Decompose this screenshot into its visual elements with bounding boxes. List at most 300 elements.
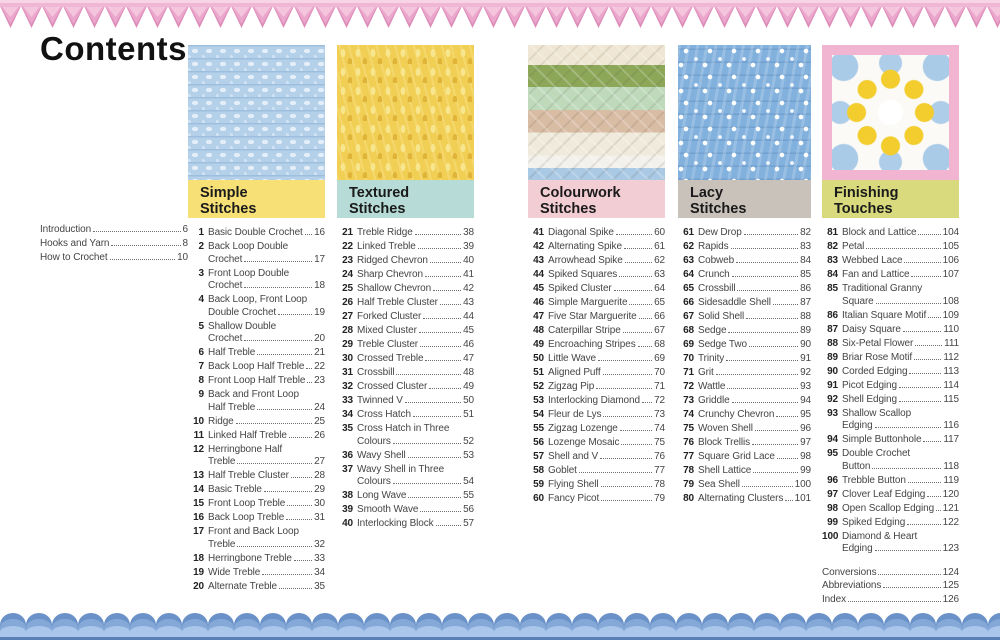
toc-entry <box>528 479 665 492</box>
entry-title: Wattle <box>698 381 726 392</box>
entry-page-number: 47 <box>463 353 474 364</box>
entry-title: Alternate Treble <box>208 580 277 592</box>
entry-body <box>842 448 959 473</box>
entry-number: 29 <box>342 339 353 350</box>
entry-page-number: 32 <box>314 538 325 550</box>
entry-number: 49 <box>533 339 544 350</box>
entry-page-number: 53 <box>463 449 474 461</box>
dotted-leader <box>752 444 798 445</box>
dotted-leader <box>624 248 652 249</box>
entry-body <box>208 512 325 525</box>
section-column-finishing-touches <box>822 45 959 607</box>
dotted-leader <box>420 346 461 347</box>
toc-entry <box>188 294 325 319</box>
entry-body <box>698 227 811 240</box>
toc-entry <box>188 484 325 497</box>
entry-page-number: 107 <box>942 269 959 280</box>
entry-number: 11 <box>193 429 204 441</box>
dotted-leader <box>393 443 461 444</box>
dotted-leader <box>262 574 312 575</box>
section-title-line: Stitches <box>349 201 406 217</box>
entry-title: Webbed Lace <box>842 255 903 266</box>
entry-title: Simple Marguerite <box>548 297 628 308</box>
dotted-leader <box>420 511 461 512</box>
entry-number: 35 <box>342 423 353 434</box>
entry-title: Front and Back Loop <box>208 526 299 537</box>
entry-body <box>357 423 474 448</box>
entry-page-number: 75 <box>654 437 665 448</box>
entry-body <box>698 339 811 352</box>
entry-body <box>698 283 811 296</box>
entry-page-number: 120 <box>942 488 959 500</box>
entry-body <box>357 353 474 366</box>
entry-page-number: 42 <box>463 283 474 294</box>
entry-body <box>357 269 474 282</box>
toc-entry <box>678 241 811 254</box>
entry-number: 32 <box>342 381 353 392</box>
entry-body <box>698 269 811 282</box>
entry-body <box>842 269 959 282</box>
entry-title: Back Loop, Front Loop <box>208 294 308 305</box>
entry-page-number: 22 <box>314 361 325 372</box>
dotted-leader <box>237 546 312 547</box>
entry-number: 27 <box>342 311 353 322</box>
toc-entry <box>822 434 959 447</box>
toc-entry <box>337 395 474 408</box>
entry-body <box>548 241 665 254</box>
entry-body <box>208 430 325 443</box>
entry-page-number: 10 <box>177 252 188 263</box>
entry-body <box>698 297 811 310</box>
entry-page-number: 77 <box>654 465 665 476</box>
entry-body <box>548 381 665 394</box>
dotted-leader <box>716 374 798 375</box>
entry-page-number: 101 <box>794 493 811 504</box>
dotted-leader <box>278 314 312 315</box>
entry-page-number: 106 <box>942 255 959 266</box>
toc-entry <box>337 311 474 324</box>
dotted-leader <box>305 234 312 235</box>
entry-body <box>208 347 325 360</box>
entry-page-number: 124 <box>942 566 959 578</box>
dotted-leader <box>433 290 461 291</box>
toc-entry <box>678 353 811 366</box>
section-title-line: Stitches <box>200 201 257 217</box>
entry-body <box>208 389 325 414</box>
entry-number: 94 <box>827 434 838 445</box>
toc-entry <box>528 409 665 422</box>
entry-number: 38 <box>342 490 353 501</box>
entry-body <box>698 437 811 450</box>
entry-title: Arrowhead Spike <box>548 255 623 266</box>
toc-entry <box>678 493 811 506</box>
dotted-leader <box>291 477 312 478</box>
entry-title-wrap: Edging <box>842 543 873 554</box>
entry-body <box>208 375 325 388</box>
entry-body <box>208 294 325 319</box>
entry-page-number: 74 <box>654 423 665 434</box>
toc-entry <box>528 241 665 254</box>
dotted-leader <box>600 458 652 459</box>
toc-entry <box>528 437 665 450</box>
entry-page-number: 93 <box>800 381 811 392</box>
entry-title: Interlocking Block <box>357 518 434 529</box>
entry-title: Back and Front Loop <box>208 389 299 400</box>
entry-number: 68 <box>683 325 694 336</box>
entry-number: 2 <box>198 241 204 252</box>
entry-page-number: 62 <box>654 255 665 266</box>
entry-page-number: 82 <box>800 227 811 238</box>
dotted-leader <box>914 359 941 360</box>
dotted-leader <box>423 318 461 319</box>
dotted-leader <box>257 409 312 410</box>
dotted-leader <box>614 290 652 291</box>
entry-number: 16 <box>193 512 204 523</box>
dotted-leader <box>785 500 792 501</box>
swatch-image-finishing-touches <box>822 45 959 180</box>
section-title-line: Finishing <box>834 185 899 201</box>
entry-title: Hooks and Yarn <box>40 238 110 249</box>
entry-title: Trinity <box>698 353 725 364</box>
entry-page-number: 31 <box>314 512 325 523</box>
dotted-leader <box>429 388 461 389</box>
entry-page-number: 110 <box>943 323 959 335</box>
entry-page-number: 16 <box>314 227 325 238</box>
entry-body <box>698 479 811 492</box>
toc-entry <box>188 268 325 293</box>
entry-title: Basic Treble <box>208 484 262 495</box>
dotted-leader <box>603 374 653 375</box>
entry-title: Smooth Wave <box>357 504 419 515</box>
entry-page-number: 56 <box>463 504 474 515</box>
entry-number: 64 <box>683 269 694 280</box>
entry-body <box>40 238 188 251</box>
entry-body <box>548 493 665 506</box>
entry-title: Cross Hatch <box>357 409 411 420</box>
entry-title: Wide Treble <box>208 566 261 578</box>
toc-entry <box>678 409 811 422</box>
entry-body <box>842 503 959 516</box>
entry-page-number: 122 <box>942 516 959 528</box>
entry-number: 93 <box>827 407 838 419</box>
entry-title: Front Loop Half Treble <box>208 375 306 386</box>
toc-entry <box>40 252 188 265</box>
swatch-image-simple-stitches <box>188 45 325 180</box>
dotted-leader <box>915 345 942 346</box>
entry-title: Conversions <box>822 566 877 578</box>
toc-entry <box>188 498 325 511</box>
entry-title: Little Wave <box>548 353 596 364</box>
entry-body <box>208 321 325 346</box>
entry-body <box>698 353 811 366</box>
entry-title: Dew Drop <box>698 227 742 238</box>
entry-number: 31 <box>342 367 353 378</box>
entry-title: Rapids <box>698 241 729 252</box>
entry-title-wrap: Half Treble <box>208 401 256 413</box>
entry-body <box>842 380 959 393</box>
entry-page-number: 86 <box>800 283 811 294</box>
entry-number: 10 <box>193 415 204 427</box>
entry-number: 26 <box>342 297 353 308</box>
entry-body <box>842 283 959 308</box>
entry-body <box>842 366 959 379</box>
entry-body <box>357 283 474 296</box>
entry-title: Treble Cluster <box>357 339 419 350</box>
entry-body <box>842 227 959 240</box>
toc-entry <box>822 503 959 516</box>
toc-entry <box>337 227 474 240</box>
entry-page-number: 34 <box>314 566 325 578</box>
toc-list-simple-stitches <box>188 227 325 593</box>
entry-title-wrap: Colours <box>357 476 391 487</box>
entry-page-number: 104 <box>942 227 959 238</box>
dotted-leader <box>728 332 798 333</box>
entry-title: Aligned Puff <box>548 367 601 378</box>
entry-number: 75 <box>683 423 694 434</box>
entry-body <box>208 526 325 551</box>
dotted-leader <box>603 416 652 417</box>
entry-number: 34 <box>342 409 353 420</box>
entry-title: Herringbone Treble <box>208 552 292 564</box>
entry-page-number: 100 <box>794 479 811 490</box>
entry-number: 86 <box>827 309 838 321</box>
entry-body <box>698 451 811 464</box>
entry-number: 45 <box>533 283 544 294</box>
toc-entry <box>528 493 665 506</box>
entry-page-number: 61 <box>654 241 665 252</box>
toc-entry <box>188 416 325 429</box>
entry-number: 76 <box>683 437 694 448</box>
entry-title: Linked Treble <box>357 241 416 252</box>
toc-entry <box>822 310 959 323</box>
entry-title: Crossed Treble <box>357 353 424 364</box>
toc-entry <box>528 381 665 394</box>
entry-page-number: 49 <box>463 381 474 392</box>
dotted-leader <box>279 588 312 589</box>
toc-entry <box>528 353 665 366</box>
dotted-leader <box>619 276 652 277</box>
toc-entry <box>678 339 811 352</box>
toc-entry <box>678 395 811 408</box>
entry-title: Front Loop Double <box>208 267 290 279</box>
entry-title: Shell Lattice <box>698 465 752 476</box>
dotted-leader <box>904 262 940 263</box>
entry-number: 52 <box>533 381 544 392</box>
dotted-leader <box>425 276 461 277</box>
toc-entry <box>337 255 474 268</box>
entry-title: Briar Rose Motif <box>842 351 913 363</box>
entry-number: 72 <box>683 381 694 392</box>
toc-entry <box>337 241 474 254</box>
dotted-leader <box>623 332 652 333</box>
entry-body <box>357 395 474 408</box>
toc-entry <box>337 297 474 310</box>
section-header-simple-stitches <box>188 180 325 218</box>
dotted-leader <box>436 525 461 526</box>
entry-body <box>357 464 474 489</box>
entry-body <box>842 310 959 323</box>
entry-title: Ridged Chevron <box>357 255 428 266</box>
entry-title: Goblet <box>548 465 577 476</box>
entry-title: Shell and V <box>548 451 599 462</box>
entry-number: 62 <box>683 241 694 252</box>
entry-body <box>357 227 474 240</box>
section-column-colourwork-stitches <box>528 45 665 507</box>
entry-number: 96 <box>827 474 838 486</box>
entry-body <box>208 567 325 580</box>
entry-title: Introduction <box>40 224 92 235</box>
entry-body <box>548 297 665 310</box>
entry-page-number: 28 <box>314 470 325 481</box>
entry-number: 28 <box>342 325 353 336</box>
dotted-leader <box>866 248 940 249</box>
dotted-leader <box>744 234 798 235</box>
entry-number: 3 <box>198 267 204 279</box>
entry-title-wrap: Double Crochet <box>208 306 277 318</box>
entry-number: 47 <box>533 311 544 322</box>
entry-page-number: 96 <box>800 423 811 434</box>
dotted-leader <box>746 318 798 319</box>
swatch-image-lacy-stitches <box>678 45 811 180</box>
entry-number: 81 <box>827 227 838 238</box>
dotted-leader <box>408 457 461 458</box>
entry-page-number: 72 <box>654 395 665 406</box>
toc-entry <box>822 338 959 351</box>
entry-page-number: 70 <box>654 367 665 378</box>
entry-title: Woven Shell <box>698 423 753 434</box>
entry-body <box>548 227 665 240</box>
back-matter-toc-list <box>822 567 959 607</box>
toc-entry <box>337 353 474 366</box>
entry-page-number: 87 <box>800 297 811 308</box>
entry-number: 50 <box>533 353 544 364</box>
dotted-leader <box>875 427 942 428</box>
toc-entry <box>528 283 665 296</box>
entry-title: Daisy Square <box>842 323 901 335</box>
toc-entry <box>188 444 325 469</box>
dotted-leader <box>639 318 652 319</box>
dotted-leader <box>737 290 798 291</box>
section-title-line: Textured <box>349 185 410 201</box>
entry-number: 71 <box>683 367 694 378</box>
toc-entry <box>822 380 959 393</box>
toc-entry <box>528 311 665 324</box>
dotted-leader <box>620 430 652 431</box>
entry-number: 19 <box>193 566 204 578</box>
dotted-leader <box>773 304 798 305</box>
entry-title: Fleur de Lys <box>548 409 602 420</box>
entry-number: 98 <box>827 502 838 514</box>
entry-page-number: 94 <box>800 395 811 406</box>
toc-entry <box>337 490 474 503</box>
entry-title: Diamond & Heart <box>842 530 918 542</box>
entry-title: Grit <box>698 367 714 378</box>
entry-title: Sedge <box>698 325 727 336</box>
page-title: Contents <box>40 30 187 67</box>
entry-title: Zigzag Pip <box>548 381 595 392</box>
dotted-leader <box>731 248 799 249</box>
entry-number: 21 <box>342 227 353 238</box>
entry-title: Interlocking Diamond <box>548 395 640 406</box>
toc-entry <box>188 526 325 551</box>
entry-body <box>548 479 665 492</box>
entry-page-number: 29 <box>314 484 325 495</box>
toc-entry <box>822 448 959 473</box>
toc-entry <box>188 227 325 240</box>
entry-body <box>208 227 325 240</box>
dotted-leader <box>286 519 312 520</box>
toc-entry <box>822 227 959 240</box>
entry-body <box>40 224 188 237</box>
entry-body <box>357 325 474 338</box>
entry-title-wrap: Button <box>842 460 871 472</box>
entry-title: Picot Edging <box>842 379 897 391</box>
entry-title-wrap: Square <box>842 295 874 307</box>
entry-page-number: 112 <box>943 351 959 363</box>
entry-body <box>548 269 665 282</box>
entry-page-number: 54 <box>463 476 474 487</box>
entry-title: Mixed Cluster <box>357 325 417 336</box>
entry-body <box>698 241 811 254</box>
toc-entry <box>337 339 474 352</box>
section-header-lacy-stitches <box>678 180 811 218</box>
dotted-leader <box>393 483 461 484</box>
dotted-leader <box>883 587 940 588</box>
dotted-leader <box>909 373 941 374</box>
entry-body <box>208 268 325 293</box>
entry-title: Shallow Chevron <box>357 283 432 294</box>
entry-number: 59 <box>533 479 544 490</box>
entry-number: 65 <box>683 283 694 294</box>
entry-page-number: 118 <box>943 460 959 472</box>
entry-page-number: 97 <box>800 437 811 448</box>
section-column-textured-stitches <box>337 45 474 532</box>
toc-entry <box>528 451 665 464</box>
entry-title: Shallow Double <box>208 320 277 332</box>
entry-title: Alternating Spike <box>548 241 622 252</box>
toc-list-finishing-touches <box>822 227 959 556</box>
entry-number: 77 <box>683 451 694 462</box>
entry-number: 36 <box>342 449 353 461</box>
entry-body <box>548 451 665 464</box>
toc-entry <box>822 489 959 502</box>
entry-title: Crunchy Chevron <box>698 409 775 420</box>
dotted-leader <box>727 388 798 389</box>
entry-page-number: 98 <box>800 451 811 462</box>
dotted-leader <box>876 303 941 304</box>
entry-title-wrap: Colours <box>357 435 391 447</box>
dotted-leader <box>918 234 940 235</box>
entry-title: Shell Edging <box>842 393 897 405</box>
entry-title: Spiked Cluster <box>548 283 612 294</box>
entry-page-number: 8 <box>182 238 188 249</box>
entry-page-number: 88 <box>800 311 811 322</box>
entry-number: 1 <box>198 227 204 238</box>
entry-page-number: 73 <box>654 409 665 420</box>
entry-body <box>842 475 959 488</box>
entry-number: 6 <box>198 347 204 358</box>
entry-number: 33 <box>342 395 353 406</box>
entry-body <box>357 504 474 517</box>
toc-entry <box>822 283 959 308</box>
entry-page-number: 55 <box>463 490 474 501</box>
entry-number: 30 <box>342 353 353 364</box>
entry-title: Block Trellis <box>698 437 751 448</box>
dotted-leader <box>289 437 312 438</box>
entry-page-number: 123 <box>942 543 959 554</box>
toc-entry <box>822 475 959 488</box>
dotted-leader <box>405 402 461 403</box>
